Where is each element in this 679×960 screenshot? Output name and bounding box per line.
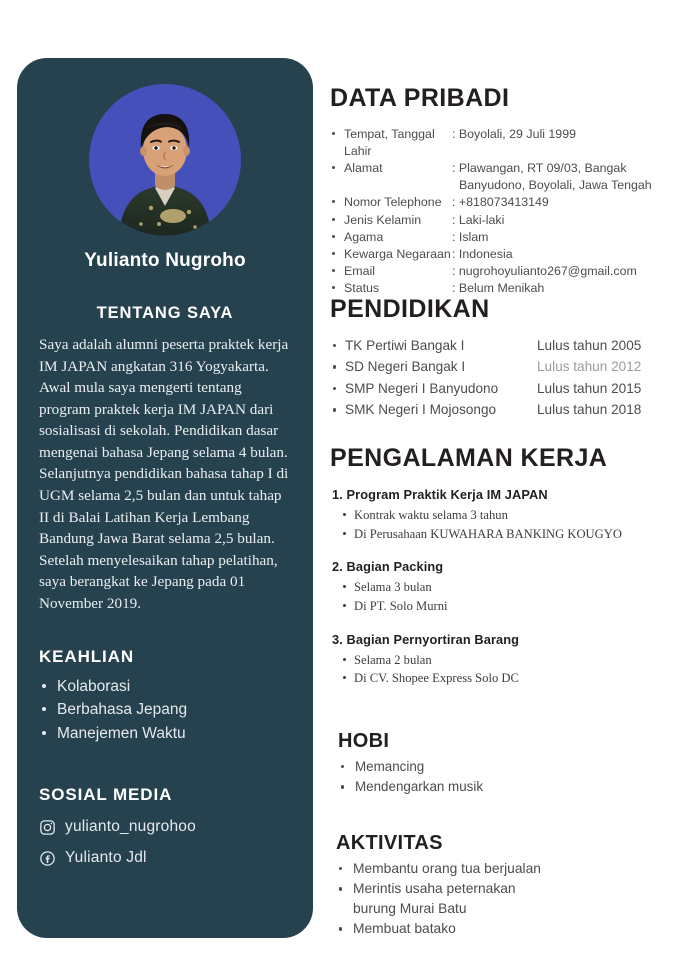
hobby-list: [338, 757, 679, 797]
table-row: [330, 194, 679, 211]
field-label: Kewarga Negaraan: [344, 246, 451, 261]
table-row: [330, 229, 679, 246]
social-link-facebook[interactable]: [39, 849, 291, 867]
skills-heading: KEAHLIAN: [39, 646, 135, 666]
hobby-heading: HOBI: [338, 730, 390, 752]
graduation-year: Lulus tahun 2005: [537, 338, 642, 353]
social-link-instagram[interactable]: [39, 818, 291, 836]
table-row: [330, 399, 679, 420]
list-item: Selama 2 bulan: [330, 651, 679, 670]
field-label: Alamat: [344, 161, 383, 176]
graduation-year: Lulus tahun 2015: [537, 380, 642, 396]
field-value: [452, 160, 679, 194]
table-row: [330, 160, 679, 194]
table-row: [330, 356, 679, 377]
graduation-year: Lulus tahun 2018: [537, 402, 642, 418]
list-item: Berbahasa Jepang: [39, 698, 291, 722]
job-title: 3. Bagian Pernyortiran Barang: [332, 631, 520, 647]
instagram-icon: [39, 819, 56, 836]
activity-line2: burung Murai Batu: [353, 901, 467, 917]
table-row: [330, 263, 679, 280]
field-value: : Indonesia: [452, 246, 513, 261]
list-item: Membuat batako: [336, 919, 679, 939]
field-value: : +818073413149: [452, 195, 549, 210]
table-row: [330, 378, 679, 399]
social-media-heading: SOSIAL MEDIA: [39, 785, 173, 805]
job-detail-list: [330, 578, 679, 615]
table-row: [330, 246, 679, 263]
facebook-icon: [39, 850, 56, 867]
work-experience-section: [330, 444, 679, 688]
field-value: : Boyolali, 29 Juli 1999: [452, 127, 576, 141]
list-item: Di CV. Shopee Express Solo DC: [330, 669, 679, 688]
about-text: Saya adalah alumni peserta praktek kerja IM JAPAN angkatan 316 Yogyakarta. Awal mula saya mengerti tentang program praktek kerja IM JAPAN dari sosialisasi di sekolah. Pendidikan dasar mengenai bahasa Jepang selama 4 bulan. Selanjutnya pendidikan bahasa tahap I di UGM selama 2,5 bulan dan untuk tahap II di Balai Latihan Kerja Lembang Bandung Jawa Barat selama 2,5 bulan. Setelah menyelesaikan tahap pelatihan, saya berangkat ke Jepang pada 01 November 2019.: [39, 336, 289, 612]
main-content: [330, 0, 679, 960]
job-entry: [330, 559, 679, 615]
social-handle: Yulianto Jdl: [65, 849, 147, 867]
activity-section: [336, 832, 679, 940]
avatar: [89, 84, 241, 236]
job-detail-list: [330, 651, 679, 688]
school-name: TK Pertiwi Bangak I: [345, 338, 465, 353]
field-label: Nomor Telephone: [344, 195, 442, 210]
field-label: Email: [344, 263, 375, 278]
list-item: Di Perusahaan KUWAHARA BANKING KOUGYO: [330, 525, 679, 544]
list-item: Kontrak waktu selama 3 tahun: [330, 506, 679, 525]
school-name: SMK Negeri I Mojosongo: [345, 402, 497, 418]
school-name: SD Negeri Bangak I: [345, 359, 466, 375]
field-label: Agama: [344, 229, 384, 244]
job-entry: [330, 632, 679, 688]
table-row: [330, 212, 679, 229]
field-label: Status: [344, 280, 380, 295]
field-value: : nugrohoyulianto267@gmail.com: [452, 263, 637, 278]
education-section: [330, 295, 679, 421]
hobby-section: [338, 730, 679, 797]
job-entry: [330, 487, 679, 543]
list-item: Kolaborasi: [39, 675, 291, 699]
activity-heading: AKTIVITAS: [336, 832, 443, 854]
job-title: 2. Bagian Packing: [332, 559, 444, 575]
skills-list: [39, 675, 291, 746]
education-heading: PENDIDIKAN: [330, 295, 490, 323]
table-row: [330, 335, 679, 356]
list-item: Selama 3 bulan: [330, 578, 679, 597]
field-label: Jenis Kelamin: [344, 212, 422, 227]
list-item: Memancing: [338, 757, 679, 777]
profile-photo-illustration: [89, 84, 241, 236]
about-heading: TENTANG SAYA: [96, 304, 234, 322]
job-title: 1. Program Praktik Kerja IM JAPAN: [332, 487, 548, 502]
list-item: Mendengarkan musik: [338, 777, 679, 797]
school-name: SMP Negeri I Banyudono: [345, 380, 499, 396]
social-handle: yulianto_nugrohoo: [65, 818, 196, 836]
field-value: : Islam: [452, 229, 489, 244]
profile-name: Yulianto Nugroho: [84, 250, 246, 271]
activity-list: [336, 859, 679, 940]
field-label: Tempat, Tanggal Lahir: [344, 127, 435, 159]
personal-data-heading: DATA PRIBADI: [330, 84, 510, 112]
list-item: Di PT. Solo Murni: [330, 597, 679, 616]
graduation-year: Lulus tahun 2012: [537, 359, 642, 375]
field-value: : Belum Menikah: [452, 280, 545, 295]
work-experience-heading: PENGALAMAN KERJA: [330, 444, 608, 472]
job-detail-list: [330, 506, 679, 543]
field-value: : Laki-laki: [452, 212, 505, 227]
activity-line1: Merintis usaha peternakan: [353, 881, 516, 897]
personal-data-list: [330, 126, 679, 297]
list-item: Membantu orang tua berjualan: [336, 859, 679, 879]
sidebar-panel: [17, 58, 313, 938]
list-item: Manejemen Waktu: [39, 722, 291, 746]
field-value-line1: : Plawangan, RT 09/03, Bangak: [452, 161, 627, 176]
personal-data-section: [330, 84, 679, 297]
table-row: [330, 126, 679, 160]
list-item: [336, 879, 679, 919]
field-value-line2: Banyudono, Boyolali, Jawa Tengah: [459, 178, 652, 193]
education-list: [330, 335, 679, 421]
